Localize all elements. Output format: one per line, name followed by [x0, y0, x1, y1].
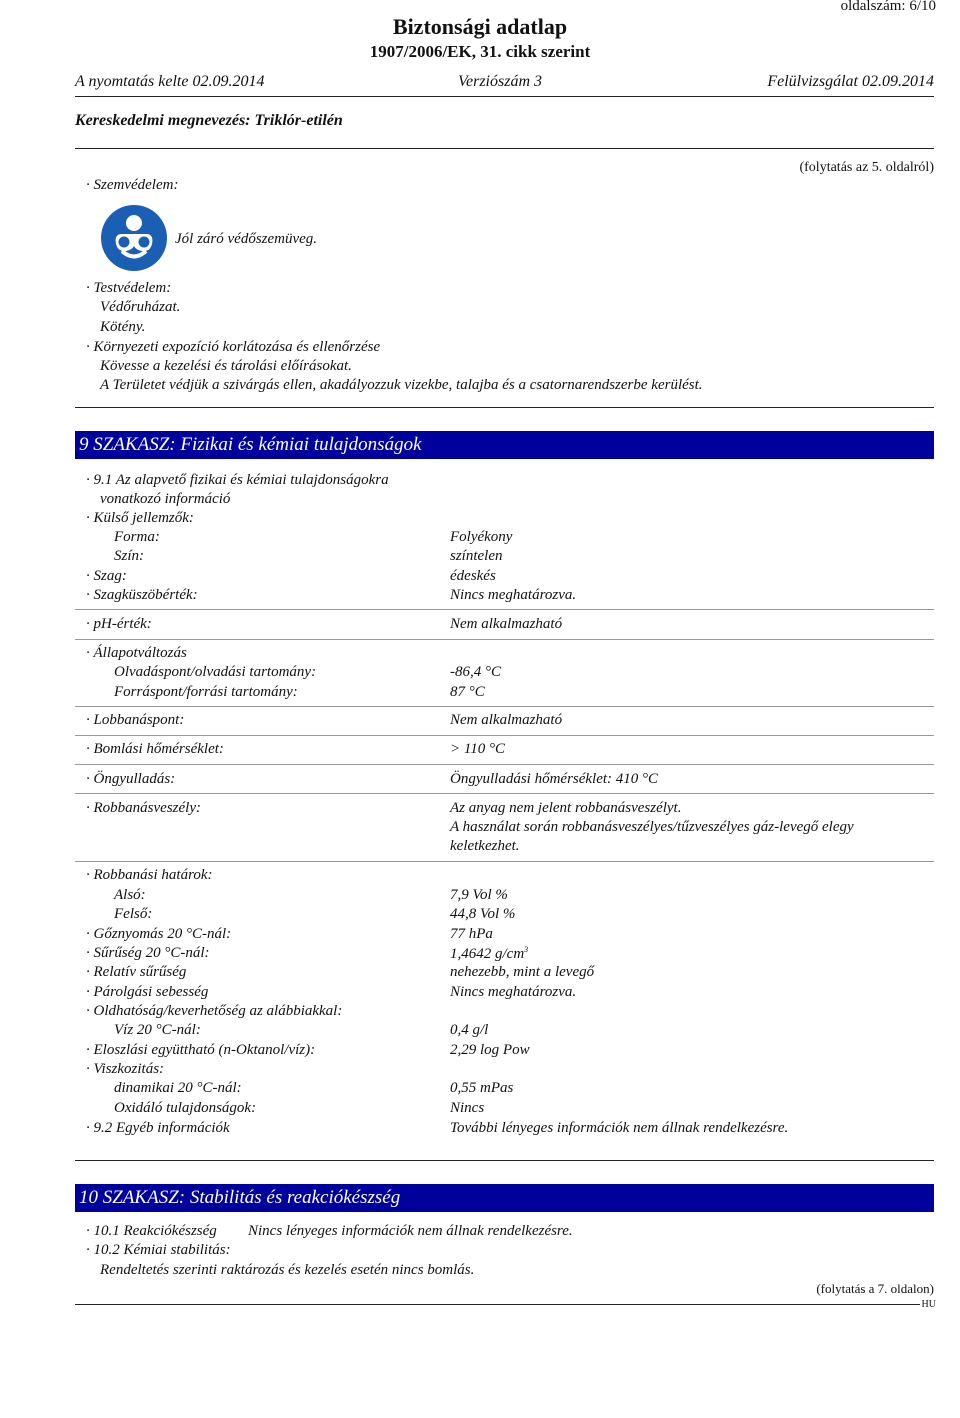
explosion-hazard-line3: keletkezhet.: [450, 838, 520, 854]
dynamic-viscosity-label: dinamikai 20 °C-nál:: [114, 1080, 242, 1096]
partition-coefficient-label: · Eloszlási együttható (n-Oktanol/víz):: [86, 1042, 316, 1058]
ph-label: · pH-érték:: [86, 616, 152, 632]
relative-density-value: nehezebb, mint a levegő: [450, 964, 595, 980]
solubility-label: · Oldhatóság/keverhetőség az alábbiakkal:: [86, 1003, 343, 1019]
odor-threshold-label: · Szagküszöbérték:: [86, 587, 198, 603]
document-subtitle: 1907/2006/EK, 31. cikk szerint: [369, 42, 591, 61]
revision-date: Felülvizsgálat 02.09.2014: [767, 73, 934, 90]
melting-point-value: -86,4 °C: [450, 664, 501, 680]
print-date: A nyomtatás kelte 02.09.2014: [75, 73, 265, 90]
water-solubility-label: Víz 20 °C-nál:: [114, 1022, 201, 1038]
row-divider: [75, 861, 934, 862]
boiling-point-label: Forráspont/forrási tartomány:: [114, 684, 298, 700]
trade-name: Kereskedelmi megnevezés: Triklór-etilén: [75, 112, 343, 129]
language-code: HU: [921, 1299, 936, 1310]
color-label: Szín:: [114, 548, 144, 564]
header-divider: [75, 96, 934, 97]
self-ignition-label: · Öngyulladás:: [86, 771, 176, 787]
upper-limit-value: 44,8 Vol %: [450, 906, 516, 922]
form-value: Folyékony: [450, 529, 513, 545]
body-protection-line2: Kötény.: [100, 319, 146, 335]
eye-protection-caption: Jól záró védőszemüveg.: [175, 231, 318, 247]
reactivity-label: · 10.1 Reakciókészség: [86, 1223, 217, 1239]
odor-threshold-value: Nincs meghatározva.: [450, 587, 577, 603]
section-10-title: 10 SZAKASZ: Stabilitás és reakciókészség: [79, 1187, 401, 1208]
section9-end-divider: [75, 1160, 934, 1161]
body-protection-line1: Védőruházat.: [100, 299, 181, 315]
oxidizing-properties-label: Oxidáló tulajdonságok:: [114, 1100, 257, 1116]
explosion-limits-label: · Robbanási határok:: [86, 867, 213, 883]
section-9-title: 9 SZAKASZ: Fizikai és kémiai tulajdonságok: [79, 434, 422, 455]
oxidizing-properties-value: Nincs: [450, 1100, 485, 1116]
partition-coefficient-value: 2,29 log Pow: [450, 1042, 530, 1058]
viscosity-label: · Viszkozitás:: [86, 1061, 165, 1077]
document-title: Biztonsági adatlap: [392, 14, 568, 39]
section-10-header: [75, 1184, 934, 1212]
vapor-pressure-value: 77 hPa: [450, 926, 493, 942]
environmental-exposure-line2: A Területet védjük a szivárgás ellen, akadályozzuk vizekbe, talajba és a csatornarendszerbe kerülést.: [100, 377, 703, 393]
upper-limit-label: Felső:: [114, 906, 153, 922]
row-divider: [75, 639, 934, 640]
reactivity-value: Nincs lényeges információk nem állnak rendelkezésre.: [248, 1223, 573, 1239]
appearance-label: · Külső jellemzők:: [86, 510, 194, 526]
page-number: oldalszám: 6/10: [840, 0, 936, 14]
row-divider: [75, 764, 934, 765]
chemical-stability-label: · 10.2 Kémiai stabilitás:: [86, 1242, 231, 1258]
odor-value: édeskés: [450, 568, 496, 584]
goggles-icon: [100, 204, 168, 272]
eye-protection-label: · Szemvédelem:: [86, 177, 179, 193]
dynamic-viscosity-value: 0,55 mPas: [450, 1080, 514, 1096]
form-label: Forma:: [114, 529, 160, 545]
section8-end-divider: [75, 407, 934, 408]
evaporation-rate-label: · Párolgási sebesség: [86, 984, 209, 1000]
row-divider: [75, 609, 934, 610]
basic-properties-label: · 9.1 Az alapvető fizikai és kémiai tulajdonságokra: [86, 472, 389, 488]
odor-label: · Szag:: [86, 568, 127, 584]
decomposition-temp-label: · Bomlási hőmérséklet:: [86, 741, 224, 757]
lower-limit-label: Alsó:: [114, 887, 146, 903]
density-label: · Sűrűség 20 °C-nál:: [86, 945, 210, 961]
row-divider: [75, 735, 934, 736]
vapor-pressure-label: · Gőznyomás 20 °C-nál:: [86, 926, 232, 942]
explosion-hazard-line2: A használat során robbanásveszélyes/tűzveszélyes gáz-levegő elegy: [450, 819, 854, 835]
flash-point-value: Nem alkalmazható: [450, 712, 563, 728]
lower-limit-value: 7,9 Vol %: [450, 887, 508, 903]
continued-from-note: (folytatás az 5. oldalról): [799, 160, 934, 175]
trade-name-divider: [75, 148, 934, 149]
row-divider: [75, 793, 934, 794]
color-value: színtelen: [450, 548, 503, 564]
ph-value: Nem alkalmazható: [450, 616, 563, 632]
row-divider: [75, 706, 934, 707]
boiling-point-value: 87 °C: [450, 684, 485, 700]
other-information-value: További lényeges információk nem állnak rendelkezésre.: [450, 1120, 789, 1136]
body-protection-label: · Testvédelem:: [86, 280, 172, 296]
version-number: Verziószám 3: [458, 73, 543, 90]
evaporation-rate-value: Nincs meghatározva.: [450, 984, 577, 1000]
basic-properties-label-cont: vonatkozó információ: [100, 491, 231, 507]
water-solubility-value: 0,4 g/l: [450, 1022, 489, 1038]
explosion-hazard-line1: Az anyag nem jelent robbanásveszélyt.: [450, 800, 682, 816]
environmental-exposure-label: · Környezeti expozíció korlátozása és ellenőrzése: [86, 339, 381, 355]
relative-density-label: · Relatív sűrűség: [86, 964, 187, 980]
self-ignition-value: Öngyulladási hőmérséklet: 410 °C: [450, 771, 659, 787]
continued-to-note: (folytatás a 7. oldalon): [816, 1281, 934, 1296]
decomposition-temp-value: > 110 °C: [450, 741, 506, 757]
flash-point-label: · Lobbanáspont:: [86, 712, 185, 728]
other-information-label: · 9.2 Egyéb információk: [86, 1120, 230, 1136]
section-9-header: [75, 431, 934, 459]
environmental-exposure-line1: Kövesse a kezelési és tárolási előírásokat.: [100, 358, 352, 374]
chemical-stability-value: Rendeltetés szerinti raktározás és kezelés esetén nincs bomlás.: [100, 1262, 475, 1278]
melting-point-label: Olvadáspont/olvadási tartomány:: [114, 664, 317, 680]
explosion-hazard-label: · Robbanásveszély:: [86, 800, 201, 816]
footer-divider: [75, 1304, 934, 1305]
state-change-label: · Állapotváltozás: [86, 645, 187, 661]
density-value: 1,4642 $g/cm^3$: [450, 945, 529, 962]
